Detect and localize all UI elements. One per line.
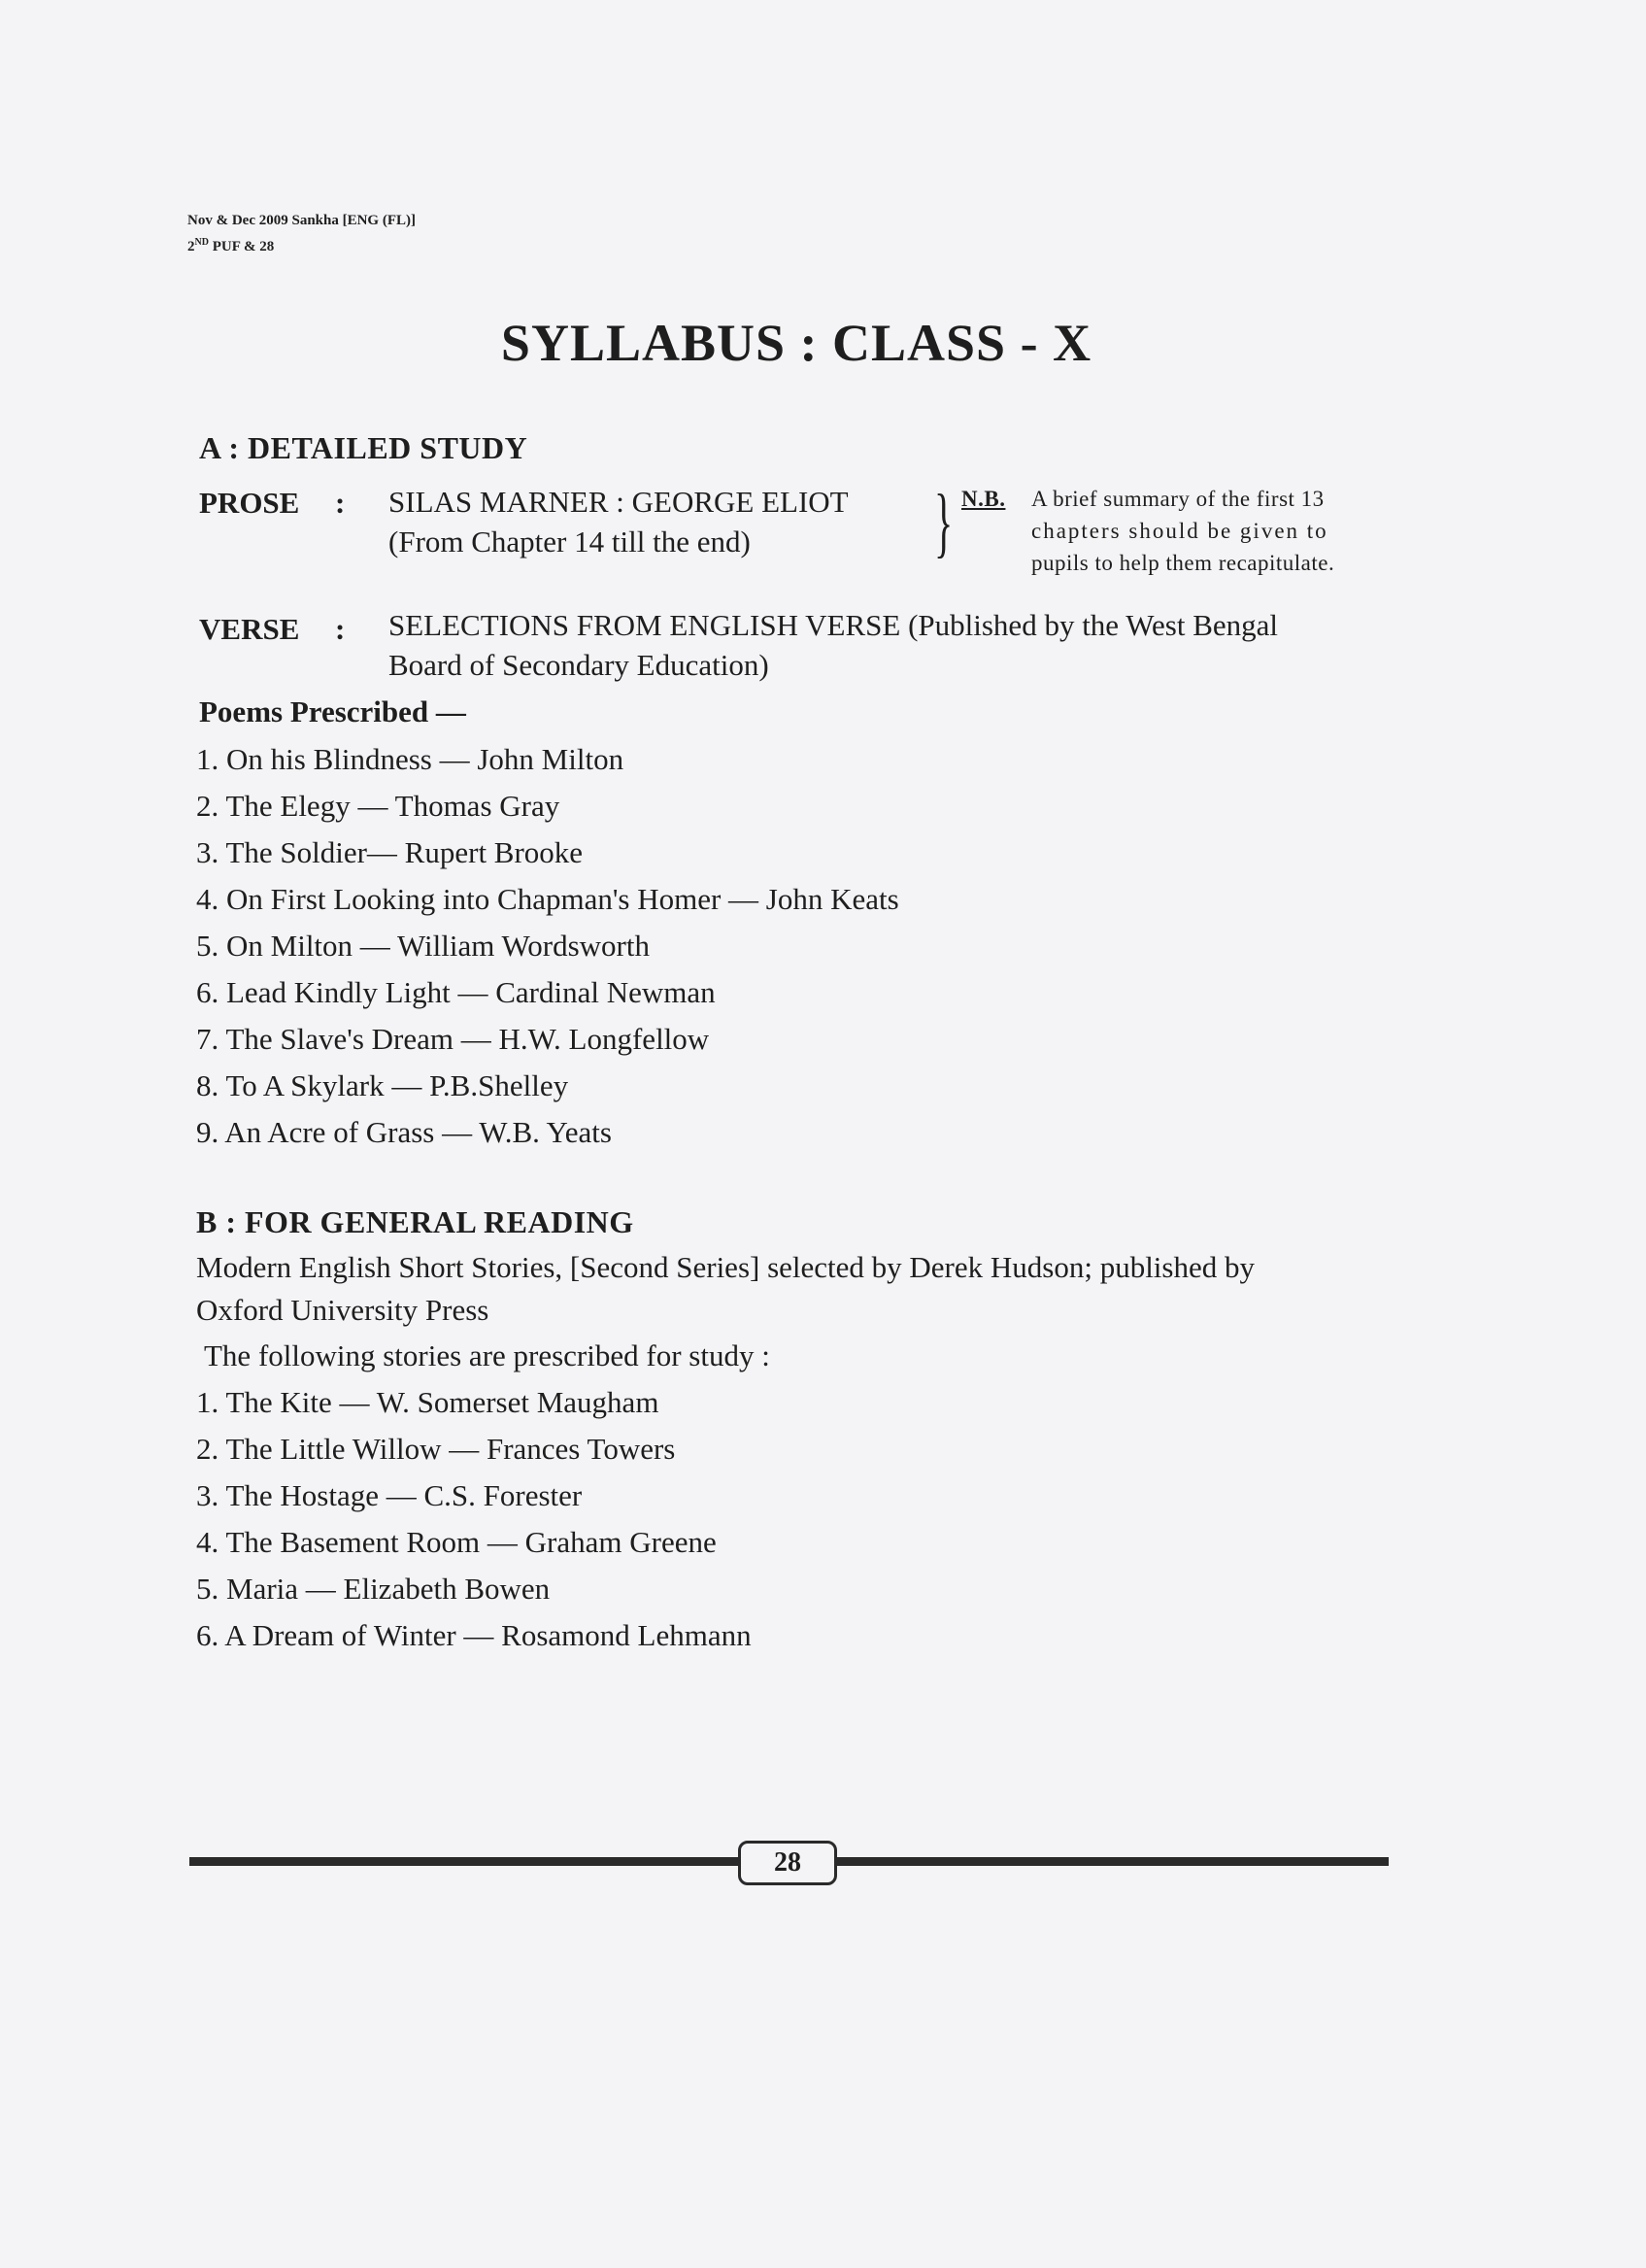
section-a-heading: A : DETAILED STUDY [199, 430, 528, 465]
list-item: 6. A Dream of Winter — Rosamond Lehmann [196, 1618, 752, 1652]
list-item: 7. The Slave's Dream — H.W. Longfellow [196, 1022, 710, 1056]
poems-list [196, 736, 899, 1156]
nb-line-2: chapters should be given to [1031, 519, 1328, 543]
stories-list [196, 1379, 752, 1659]
list-item: 2. The Little Willow — Frances Towers [196, 1432, 676, 1466]
prose-line-1: SILAS MARNER : GEORGE ELIOT [388, 485, 849, 519]
right-brace: } [934, 480, 954, 565]
verse-line-1: SELECTIONS FROM ENGLISH VERSE (Published by the West Bengal [388, 608, 1279, 642]
prose-line-2: (From Chapter 14 till the end) [388, 525, 751, 559]
list-item: 3. The Soldier— Rupert Brooke [196, 835, 584, 869]
section-b-heading: B : FOR GENERAL READING [196, 1204, 634, 1239]
nb-label: N.B. [961, 487, 1006, 511]
verse-label: VERSE [199, 612, 300, 646]
page-title: SYLLABUS : CLASS - X [500, 314, 1092, 372]
poems-heading: Poems Prescribed — [199, 694, 466, 728]
header-line-1: Nov & Dec 2009 Sankha [ENG (FL)] [187, 213, 416, 228]
prose-label: PROSE [199, 486, 300, 520]
list-item: 2. The Elegy — Thomas Gray [196, 789, 560, 823]
list-item: 1. The Kite — W. Somerset Maugham [196, 1385, 659, 1419]
list-item: 3. The Hostage — C.S. Forester [196, 1478, 583, 1512]
header-line-2: 2ND PUF & 28 [187, 237, 275, 254]
nb-line-1: A brief summary of the first 13 [1031, 487, 1325, 511]
verse-line-2: Board of Secondary Education) [388, 648, 769, 682]
nb-line-3: pupils to help them recapitulate. [1031, 551, 1335, 575]
page-number: 28 [738, 1841, 837, 1885]
list-item: 5. On Milton — William Wordsworth [196, 929, 650, 963]
stories-prescribed-line: The following stories are prescribed for study : [204, 1338, 770, 1372]
list-item: 6. Lead Kindly Light — Cardinal Newman [196, 975, 716, 1009]
list-item: 4. The Basement Room — Graham Greene [196, 1525, 717, 1559]
verse-colon: : [335, 612, 346, 646]
prose-colon: : [335, 486, 346, 520]
section-b-intro-line-1: Modern English Short Stories, [Second Series] selected by Derek Hudson; published by [196, 1250, 1255, 1284]
list-item: 4. On First Looking into Chapman's Homer — John Keats [196, 882, 899, 916]
list-item: 5. Maria — Elizabeth Bowen [196, 1572, 551, 1606]
list-item: 1. On his Blindness — John Milton [196, 742, 624, 776]
section-b-intro-line-2: Oxford University Press [196, 1293, 489, 1327]
list-item: 8. To A Skylark — P.B.Shelley [196, 1068, 569, 1102]
list-item: 9. An Acre of Grass — W.B. Yeats [196, 1115, 612, 1149]
